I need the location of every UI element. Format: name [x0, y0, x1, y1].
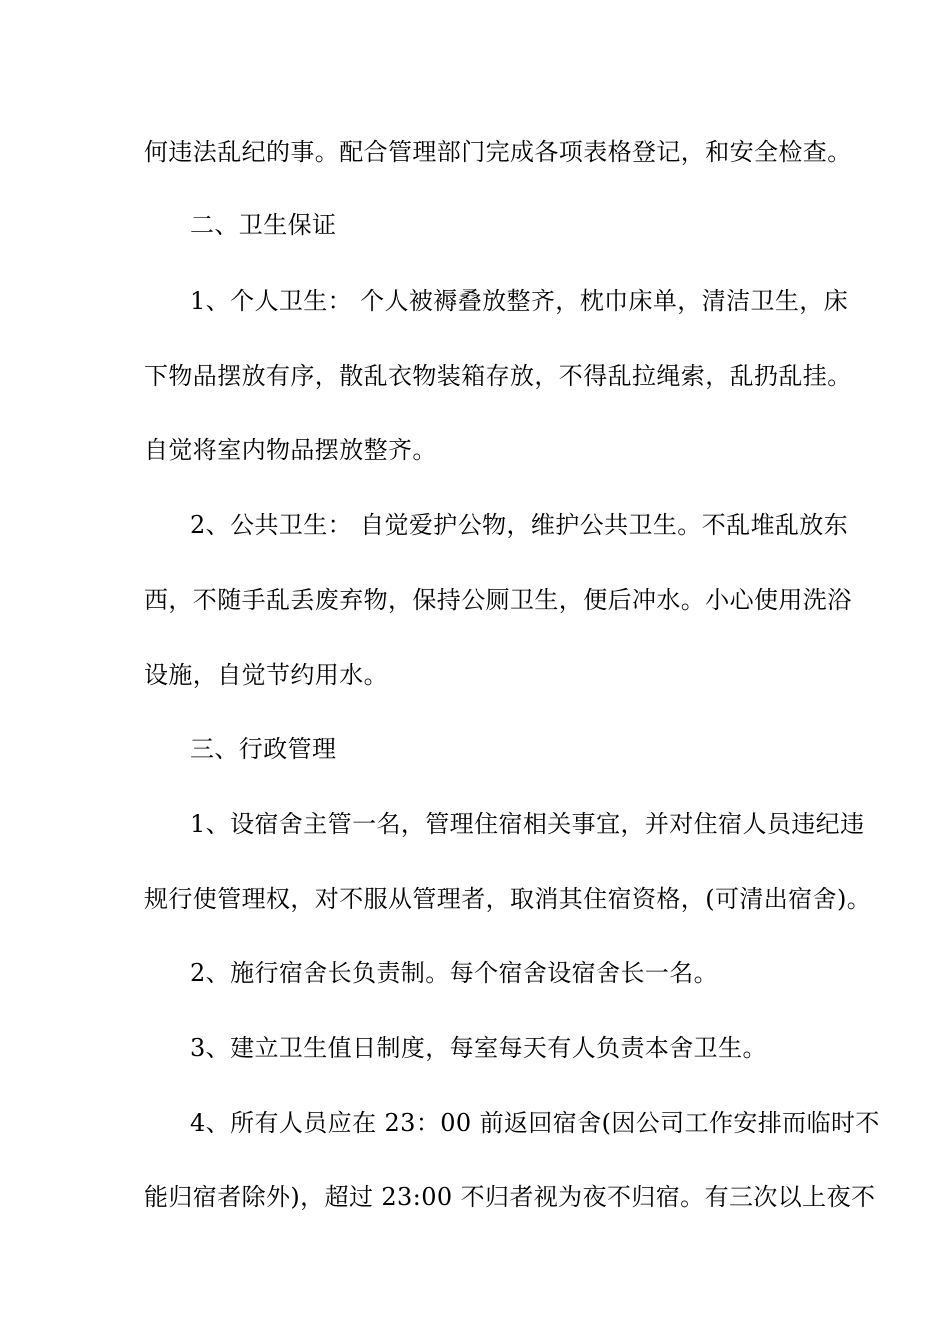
paragraph-line: 1、设宿舍主管一名，管理住宿相关事宜，并对住宿人员违纪违	[190, 810, 865, 838]
paragraph-line: 4、所有人员应在 23：00 前返回宿舍(因公司工作安排而临时不	[190, 1109, 880, 1137]
paragraph-line: 1、个人卫生： 个人被褥叠放整齐，枕巾床单，清洁卫生，床	[190, 287, 849, 315]
paragraph-line: 设施，自觉节约用水。	[144, 661, 388, 689]
paragraph-line: 何违法乱纪的事。配合管理部门完成各项表格登记，和安全检查。	[144, 138, 852, 166]
section-heading: 三、行政管理	[190, 735, 337, 763]
paragraph-line: 3、建立卫生值日制度，每室每天有人负责本舍卫生。	[190, 1034, 767, 1062]
paragraph-line: 西，不随手乱丢废弃物，保持公厕卫生，便后冲水。小心使用洗浴	[144, 586, 852, 614]
paragraph-line: 能归宿者除外)，超过 23:00 不归者视为夜不归宿。有三次以上夜不	[144, 1183, 876, 1211]
section-heading: 二、卫生保证	[190, 211, 337, 239]
paragraph-line: 下物品摆放有序，散乱衣物装箱存放，不得乱拉绳索，乱扔乱挂。	[144, 362, 852, 390]
paragraph-line: 自觉将室内物品摆放整齐。	[144, 436, 437, 464]
paragraph-line: 2、施行宿舍长负责制。每个宿舍设宿舍长一名。	[190, 959, 719, 987]
paragraph-line: 2、公共卫生： 自觉爱护公物，维护公共卫生。不乱堆乱放东	[190, 511, 849, 539]
paragraph-line: 规行使管理权，对不服从管理者，取消其住宿资格，(可清出宿舍)。	[144, 885, 872, 913]
